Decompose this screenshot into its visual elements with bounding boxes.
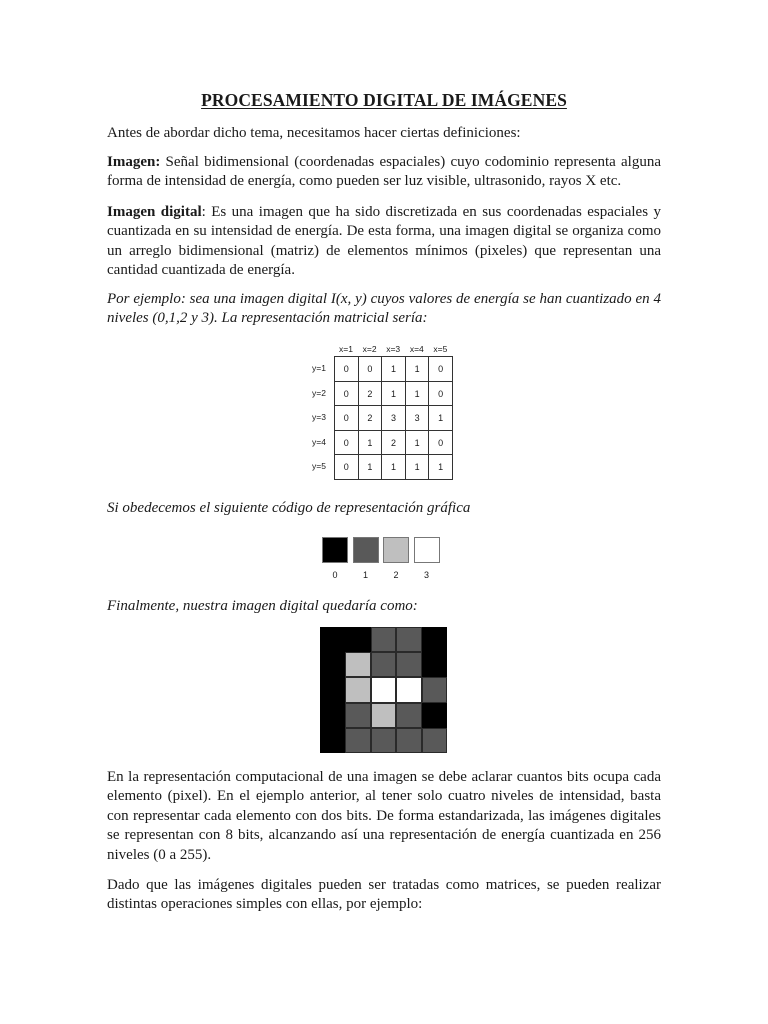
pixel	[371, 728, 396, 753]
pixel	[371, 703, 396, 728]
matrix-row-header: y=5	[312, 461, 326, 472]
pixel	[396, 652, 421, 677]
legend-swatch	[322, 537, 348, 563]
page-title: PROCESAMIENTO DIGITAL DE IMÁGENES	[201, 90, 567, 110]
matrix-row-header: y=1	[312, 363, 326, 373]
pixel	[320, 728, 345, 753]
pixel	[422, 652, 447, 677]
pixel	[345, 677, 370, 702]
definition-term: Imagen digital	[107, 204, 202, 220]
matrix-cell: 0	[428, 381, 453, 407]
matrix-row-header: y=2	[312, 387, 326, 398]
matrix-col-header: x=5	[433, 344, 448, 354]
matrix-cell: 0	[334, 430, 359, 456]
legend-label: 1	[362, 570, 368, 580]
final-caption: Finalmente, nuestra imagen digital quedaría como:	[107, 598, 418, 614]
pixel	[422, 728, 447, 753]
code-caption: Si obedecemos el siguiente código de representación gráfica	[107, 500, 471, 516]
pixel	[320, 652, 345, 677]
matrix-cell: 3	[405, 405, 430, 431]
matrix-cell: 1	[405, 356, 430, 382]
pixel	[396, 728, 421, 753]
pixel	[396, 703, 421, 728]
matrix-col-header: x=2	[362, 344, 377, 354]
pixel	[345, 652, 370, 677]
legend-swatch	[353, 537, 379, 563]
legend-label: 2	[393, 570, 399, 580]
pixel	[320, 627, 345, 652]
example-text-before: Por ejemplo: sea una imagen digital	[107, 291, 331, 307]
matrix-cell: 1	[358, 454, 383, 480]
definition-term: Imagen:	[107, 154, 161, 170]
grayscale-legend	[322, 537, 444, 583]
pixel-image	[320, 627, 447, 753]
matrix-cell: 0	[334, 356, 359, 382]
matrix-cell: 1	[381, 356, 406, 382]
matrix-cell: 2	[358, 381, 383, 407]
matrix-cell: 0	[428, 356, 453, 382]
example-formula: I(x, y)	[330, 291, 367, 307]
bits-paragraph: En la representación computacional de una imagen se debe aclarar cuantos bits ocupa cada elemento (pixel). En el ejemplo anterior, al tener solo cuatro niveles de intensidad, basta con representar cada elemento con dos bits. De forma estandarizada, las imágenes digitales se representan con 8 bits, alcanzando así una representación de energía cuantizada en 256 niveles (0 a 255).	[107, 769, 661, 863]
example-paragraph	[107, 290, 661, 329]
intensity-matrix	[306, 342, 458, 482]
matrix-cell: 1	[405, 381, 430, 407]
pixel	[345, 728, 370, 753]
matrix-cell: 1	[428, 405, 453, 431]
operations-paragraph: Dado que las imágenes digitales pueden ser tratadas como matrices, se pueden realizar distintas operaciones simples con ellas, por ejemplo:	[107, 877, 661, 913]
pixel	[422, 627, 447, 652]
pixel	[345, 703, 370, 728]
matrix-row-header: y=4	[312, 436, 326, 447]
matrix-col-header: x=1	[339, 344, 353, 354]
definition-text: Señal bidimensional (coordenadas espaciales) cuyo codominio representa alguna forma de intensidad de energía, como pueden ser luz visible, ultrasonido, rayos X etc.	[107, 154, 661, 190]
pixel	[345, 627, 370, 652]
matrix-cell: 1	[381, 381, 406, 407]
pixel	[320, 703, 345, 728]
matrix-cell: 1	[428, 454, 453, 480]
matrix-cell: 0	[358, 356, 383, 382]
example-text-after: cuyos valores de energía se han cuantizado en 4 niveles (0,1,2 y 3). La representación matricial sería:	[107, 291, 661, 327]
matrix-cell: 3	[381, 405, 406, 431]
pixel	[371, 652, 396, 677]
matrix-row-header: y=3	[312, 412, 326, 423]
legend-swatch	[383, 537, 409, 563]
matrix-cell: 0	[334, 381, 359, 407]
pixel	[422, 703, 447, 728]
matrix-cell: 0	[428, 430, 453, 456]
pixel	[396, 627, 421, 652]
matrix-col-header: x=3	[386, 344, 401, 354]
matrix-cell: 1	[405, 430, 430, 456]
definition-text: : Es una imagen que ha sido discretizada en sus coordenadas espaciales y cuantizada en su intensidad de energía. De esta forma, una imagen digital se organiza como un arreglo bidimensional (matriz) de elementos mínimos (pixeles) que representan una cantidad cuantizada de energía.	[107, 204, 661, 279]
matrix-cell: 0	[334, 454, 359, 480]
matrix-cell: 2	[381, 430, 406, 456]
matrix-cell: 1	[381, 454, 406, 480]
definition-imagen	[107, 153, 661, 192]
matrix-cell: 1	[358, 430, 383, 456]
legend-label: 3	[423, 570, 429, 580]
pixel	[371, 627, 396, 652]
pixel	[371, 677, 396, 702]
matrix-cell: 0	[334, 405, 359, 431]
legend-label: 0	[332, 570, 338, 580]
matrix-cell: 2	[358, 405, 383, 431]
intro-paragraph: Antes de abordar dicho tema, necesitamos hacer ciertas definiciones:	[107, 125, 521, 141]
pixel	[396, 677, 421, 702]
legend-swatch	[414, 537, 440, 563]
definition-imagen-digital	[107, 203, 661, 281]
matrix-col-header: x=4	[409, 344, 424, 354]
pixel	[320, 677, 345, 702]
pixel	[422, 677, 447, 702]
matrix-cell: 1	[405, 454, 430, 480]
